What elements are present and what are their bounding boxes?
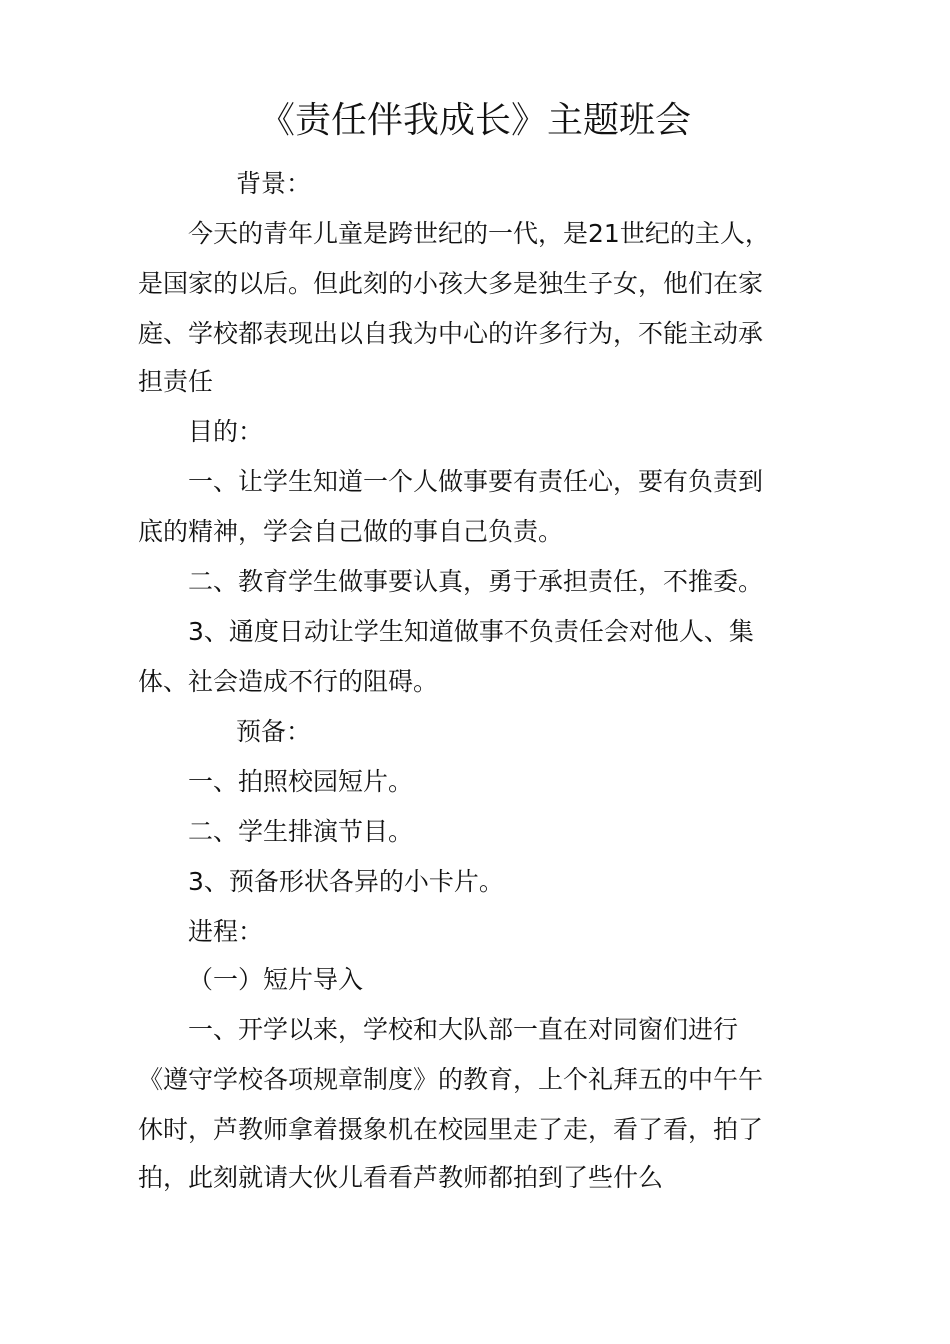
paragraph-line: 担责任	[138, 367, 214, 396]
paragraph-line: 体、社会造成不行的阻碍。	[138, 667, 439, 696]
paragraph-line: 《遵守学校各项规章制度》的教育，上个礼拜五的中午午	[138, 1065, 764, 1094]
section-heading-process: 进程：	[188, 917, 264, 946]
paragraph-line: 庭、学校都表现出以自我为中心的许多行为，不能主动承	[138, 319, 764, 348]
paragraph-line: 底的精神，学会自己做的事自己负责。	[138, 517, 564, 546]
paragraph-line: 拍，此刻就请大伙儿看看芦教师都拍到了些什么	[138, 1163, 664, 1192]
paragraph-line: 一、开学以来，学校和大队部一直在对同窗们进行	[188, 1015, 739, 1044]
section-heading-purpose: 目的：	[188, 417, 264, 446]
paragraph-line: 今天的青年儿童是跨世纪的一代，是21世纪的主人，	[188, 219, 770, 248]
list-item: 二、学生排演节目。	[188, 817, 414, 846]
paragraph-line: 一、让学生知道一个人做事要有责任心，要有负责到	[188, 467, 764, 496]
document-title: 《责任伴我成长》主题班会	[258, 100, 691, 141]
list-item: 一、拍照校园短片。	[188, 767, 414, 796]
subsection-heading: （一）短片导入	[188, 965, 364, 994]
section-heading-preparation: 预备：	[236, 717, 312, 746]
paragraph-line: 3、通度日动让学生知道做事不负责任会对他人、集	[188, 617, 754, 646]
paragraph-line: 是国家的以后。但此刻的小孩大多是独生子女，他们在家	[138, 269, 764, 298]
section-heading-background: 背景：	[236, 169, 312, 198]
paragraph-line: 二、教育学生做事要认真，勇于承担责任，不推委。	[188, 567, 764, 596]
list-item: 3、预备形状各异的小卡片。	[188, 867, 504, 896]
paragraph-line: 休时，芦教师拿着摄象机在校园里走了走，看了看，拍了	[138, 1115, 764, 1144]
